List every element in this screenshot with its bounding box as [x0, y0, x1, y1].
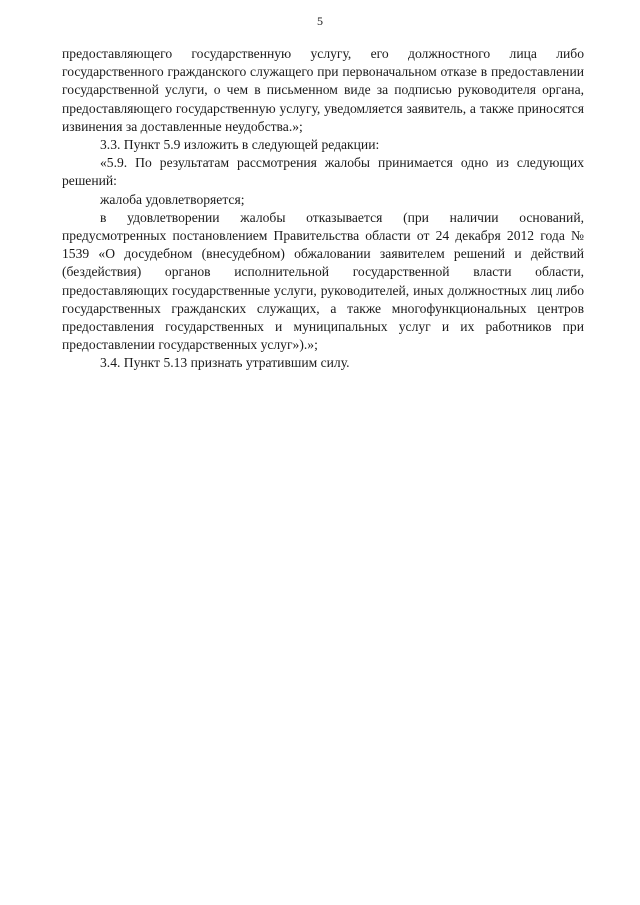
- paragraph-item-3-4: 3.4. Пункт 5.13 признать утратившим силу.: [100, 355, 350, 371]
- paragraph-complaint-satisfied: жалоба удовлетворяется;: [100, 191, 245, 207]
- paragraph-complaint-refused: в удовлетворении жалобы отказывается (при наличии оснований, предусмотренных постановлением Правительства области от 24 декабря 2012 года № 1539 «О досудебном (внесудебном) обжаловании заявителем решений и действий (бездействия) органов исполнительной государственной власти области, предоставляющих государственные услуги, руководителей, иных должностных лиц либо государственных гражданских служащих, а также многофункциональных центров предоставления государственных и муниципальных услуг и их работников при предоставлении государственных услуг»).»;: [62, 209, 584, 353]
- page-number: 5: [317, 14, 323, 28]
- paragraph-continuation: предоставляющего государственную услугу, его должностного лица либо государственного гражданского служащего при первоначальном отказе в предоставлении государственной услуги, о чем в письменном виде за подписью руководителя органа, предоставляющего государственную услугу, уведомляется заявитель, а также приносятся извинения за доставленные неудобства.»;: [62, 46, 584, 134]
- paragraph-item-3-3: 3.3. Пункт 5.9 изложить в следующей редакции:: [100, 137, 380, 153]
- document-body: [62, 45, 584, 373]
- paragraph-item-5-9: «5.9. По результатам рассмотрения жалобы принимается одно из следующих решений:: [62, 155, 584, 189]
